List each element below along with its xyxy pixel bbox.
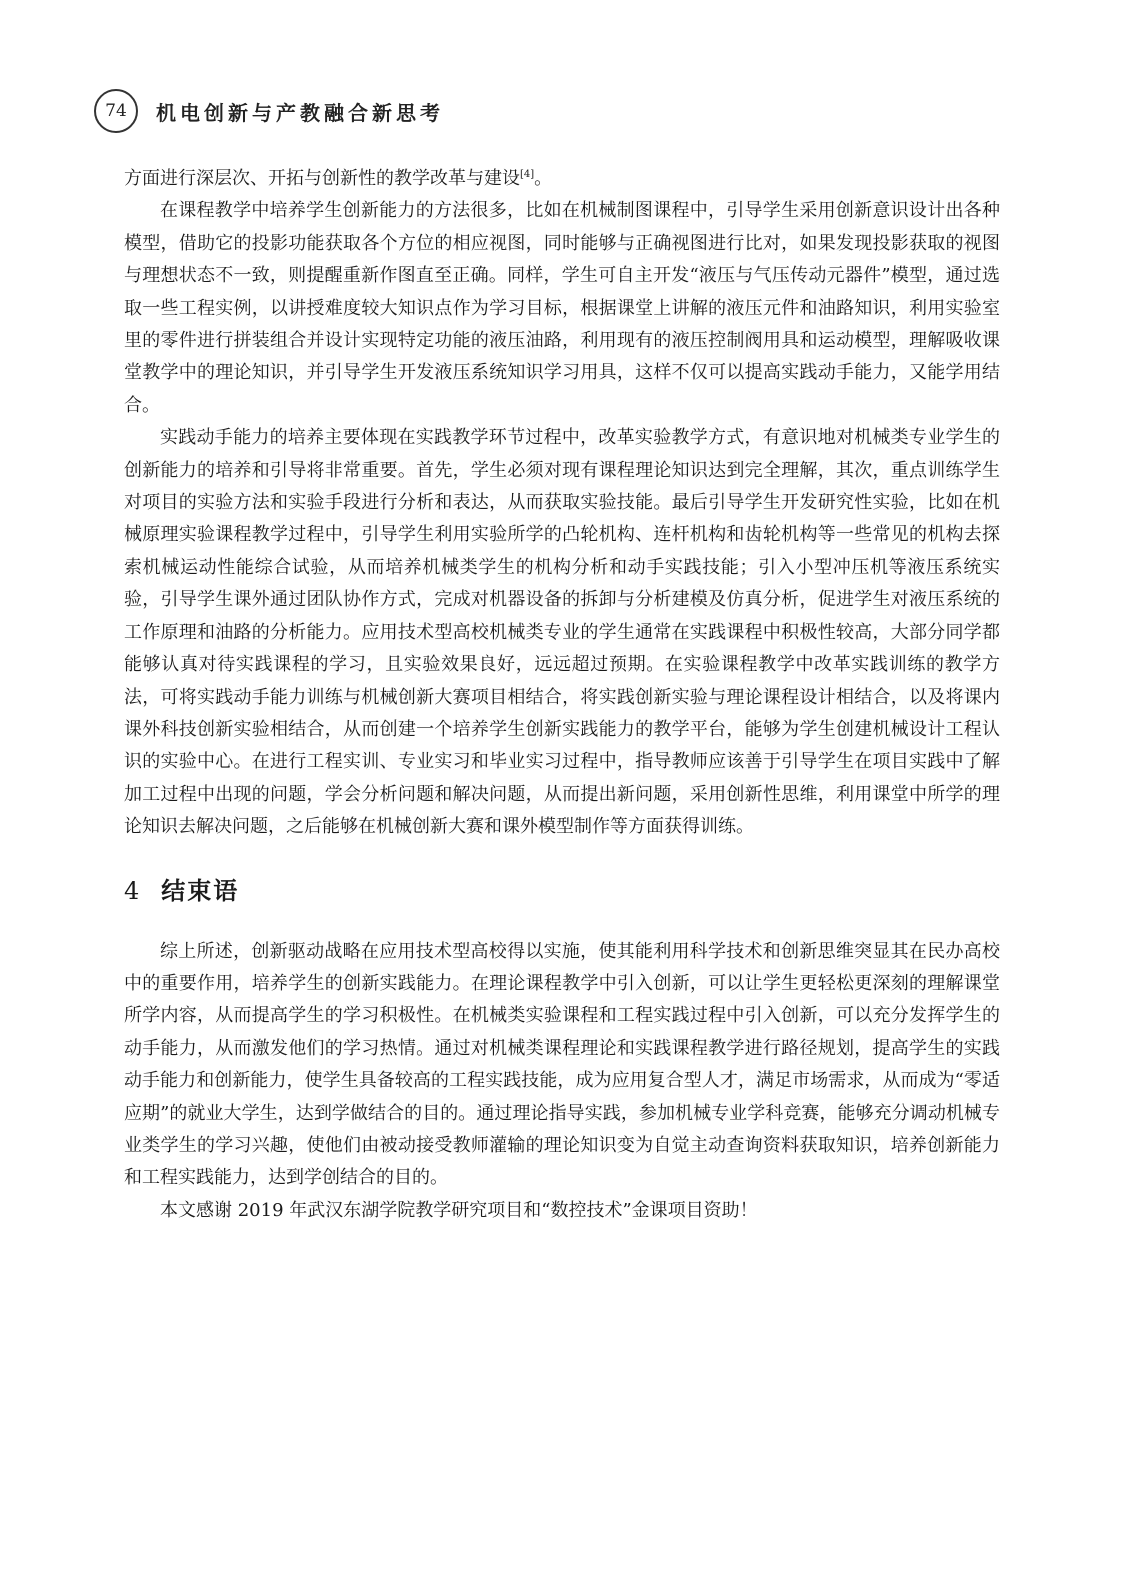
paragraph-practical-skills: 实践动手能力的培养主要体现在实践教学环节过程中，改革实验教学方式，有意识地对机械类专业学生的创新能力的培养和引导将非常重要。首先，学生必须对现有课程理论知识达到完全理解，其次，重点训练学生对项目的实验方法和实验手段进行分析和表达，从而获取实验技能。最后引导学生开发研究性实验，比如在机械原理实验课程教学过程中，引导学生利用实验所学的凸轮机构、连杆机构和齿轮机构等一些常见的机构去探索机械运动性能综合试验，从而培养机械类学生的机构分析和动手实践技能；引入小型冲压机等液压系统实验，引导学生课外通过团队协作方式，完成对机器设备的拆卸与分析建模及仿真分析，促进学生对液压系统的工作原理和油路的分析能力。应用技术型高校机械类专业的学生通常在实践课程中积极性较高，大部分同学都能够认真对待实践课程的学习，且实验效果良好，远远超过预期。在实验课程教学中改革实践训练的教学方法，可将实践动手能力训练与机械创新大赛项目相结合，将实践创新实验与理论课程设计相结合，以及将课内课外科技创新实验相结合，从而创建一个培养学生创新实践能力的教学平台，能够为学生创建机械设计工程认识的实验中心。在进行工程实训、专业实习和毕业实习过程中，指导教师应该善于引导学生在项目实践中了解加工过程中出现的问题，学会分析问题和解决问题，从而提出新问题，采用创新性思维，利用课堂中所学的理论知识去解决问题，之后能够在机械创新大赛和课外模型制作等方面获得训练。: [124, 427, 1000, 838]
paragraph-innovation-methods: 在课程教学中培养学生创新能力的方法很多，比如在机械制图课程中，引导学生采用创新意识设计出各种模型，借助它的投影功能获取各个方位的相应视图，同时能够与正确视图进行比对，如果发现投影获取的视图与理想状态不一致，则提醒重新作图直至正确。同样，学生可自主开发“液压与气压传动元器件”模型，通过选取一些工程实例，以讲授难度较大知识点作为学习目标，根据课堂上讲解的液压元件和油路知识，利用实验室里的零件进行拼装组合并设计实现特定功能的液压油路，利用现有的液压控制阀用具和运动模型，理解吸收课堂教学中的理论知识，并引导学生开发液压系统知识学习用具，这样不仅可以提高实践动手能力，又能学用结合。: [124, 200, 1000, 416]
page-body: [124, 163, 1000, 1227]
section-heading: [124, 874, 1000, 908]
section-title: 结束语: [161, 876, 240, 905]
paragraph-continuation: [124, 163, 1000, 195]
section-number: 4: [124, 876, 140, 905]
paragraph-acknowledgement: 本文感谢 2019 年武汉东湖学院教学研究项目和“数控技术”金课项目资助！: [160, 1199, 758, 1221]
page-number-badge: [94, 89, 138, 133]
paragraph-continuation-end: 。: [534, 168, 553, 189]
running-title: 机电创新与产教融合新思考: [156, 100, 444, 125]
citation-marker: [4]: [520, 169, 535, 180]
paragraph-continuation-text: 方面进行深层次、开拓与创新性的教学改革与建设: [124, 168, 520, 189]
page-number: 74: [105, 101, 127, 121]
paragraph-conclusion: 综上所述，创新驱动战略在应用技术型高校得以实施，使其能利用科学技术和创新思维突显其在民办高校中的重要作用，培养学生的创新实践能力。在理论课程教学中引入创新，可以让学生更轻松更深刻的理解课堂所学内容，从而提高学生的学习积极性。在机械类实验课程和工程实践过程中引入创新，可以充分发挥学生的动手能力，从而激发他们的学习热情。通过对机械类课程理论和实践课程教学进行路径规划，提高学生的实践动手能力和创新能力，使学生具备较高的工程实践技能，成为应用复合型人才，满足市场需求，从而成为“零适应期”的就业大学生，达到学做结合的目的。通过理论指导实践，参加机械专业学科竞赛，能够充分调动机械专业类学生的学习兴趣，使他们由被动接受教师灌输的理论知识变为自觉主动查询资料获取知识，培养创新能力和工程实践能力，达到学创结合的目的。: [124, 940, 1000, 1189]
page-header: [94, 86, 444, 136]
